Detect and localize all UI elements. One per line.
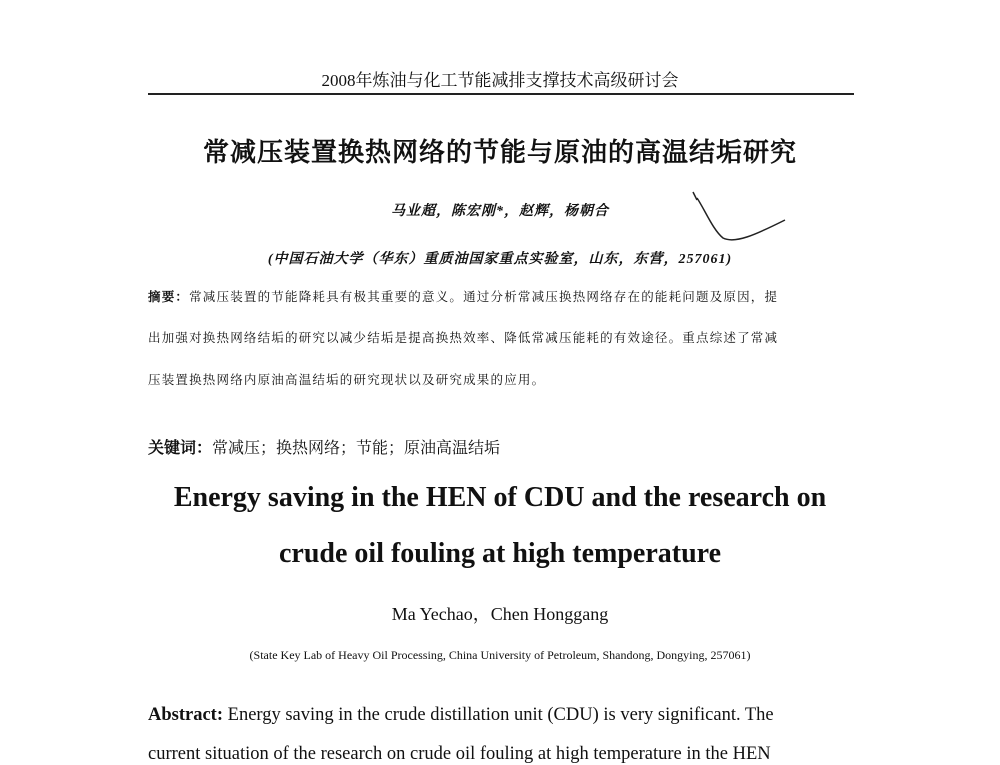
abstract-en-line-1 [148,705,774,726]
title-en-line-1: Energy saving in the HEN of CDU and the research on [173,482,827,513]
authors-en: Ma Yechao，Chen Honggang [391,604,609,624]
title-cn: 常减压装置换热网络的节能与原油的高温结垢研究 [202,138,797,168]
abstract-en-label: Abstract: [148,705,224,725]
handwritten-mark [685,190,795,250]
abstract-cn-line-3: 压装置换热网络内原油高温结垢的研究现状以及研究成果的应用。 [148,373,546,387]
abstract-cn-line-2: 出加强对换热网络结垢的研究以减少结垢是提高换热效率、降低常减压能耗的有效途径。重点综述了常减 [148,331,779,345]
abstract-cn-label: 摘要： [148,290,190,304]
keywords-cn [148,435,500,458]
abstract-cn-line-1 [148,287,778,305]
abstract-en-text: Energy saving in the crude distillation unit (CDU) is very significant. The [223,705,774,725]
abstract-cn-text: 常减压装置的节能降耗具有极其重要的意义。通过分析常减压换热网络存在的能耗问题及原因，提 [189,290,779,304]
affiliation-cn: (中国石油大学（华东）重质油国家重点实验室，山东，东营，257061) [267,252,733,267]
title-en-line-2: crude oil fouling at high temperature [278,538,721,569]
header-rule [148,93,854,95]
abstract-en-line-2: current situation of the research on crude oil fouling at high temperature in the HEN [148,744,771,764]
keywords-label: 关键词： [148,440,213,457]
authors-cn: 马业超，陈宏刚*，赵辉，杨朝合 [391,204,609,219]
keywords-text: 常减压；换热网络；节能；原油高温结垢 [212,440,501,457]
affiliation-en: (State Key Lab of Heavy Oil Processing, China University of Petroleum, Shandong, Dongying, 257061) [249,648,751,662]
conference-header: 2008年炼油与化工节能减排支撑技术高级研讨会 [321,71,679,90]
